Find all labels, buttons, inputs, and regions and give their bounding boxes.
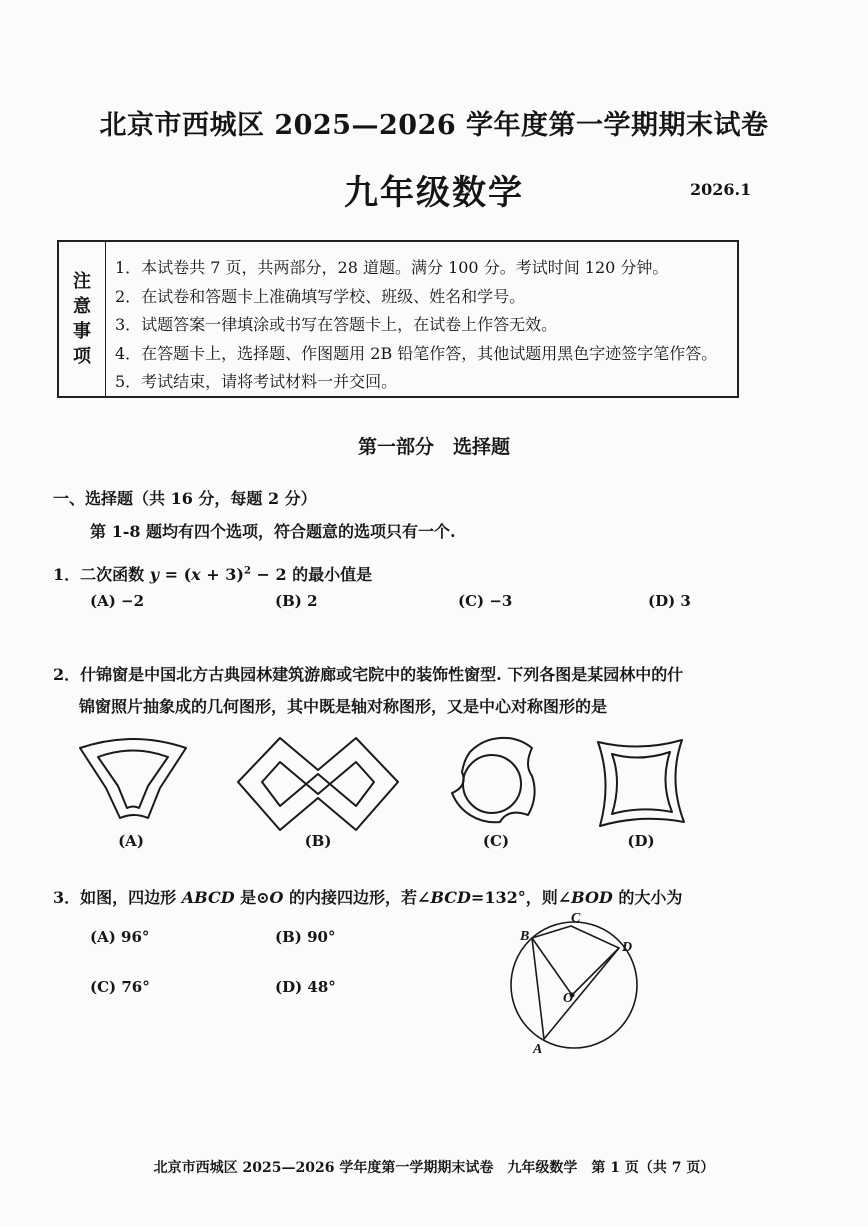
q3-text: 的内接四边形，若∠ bbox=[283, 888, 431, 907]
q1-var-x: x bbox=[191, 565, 201, 584]
q3-var: BOD bbox=[571, 888, 613, 907]
q1-var-y: y bbox=[149, 565, 160, 584]
q3-var: ABCD bbox=[181, 888, 235, 907]
exam-subject: 九年级数学 bbox=[344, 173, 524, 213]
angle-bod bbox=[532, 938, 619, 995]
question-number: 1． bbox=[53, 565, 81, 584]
notice-heading-char: 项 bbox=[73, 346, 91, 367]
q3-text: =132°，则∠ bbox=[470, 888, 572, 907]
q2-option-c[interactable]: (C) bbox=[482, 832, 510, 850]
notice-item: 1．本试卷共 7 页，共两部分，28 道题。满分 100 分。考试时间 120 分钟。 bbox=[115, 258, 669, 277]
notice-item: 5．考试结束，请将考试材料一并交回。 bbox=[115, 372, 398, 391]
quadrilateral-abcd bbox=[532, 926, 619, 1039]
exam-date: 2026.1 bbox=[690, 180, 752, 199]
q3-text: 3．如图，四边形 bbox=[53, 888, 182, 907]
q3-var: O bbox=[269, 888, 284, 907]
section-note: 第 1-8 题均有四个选项，符合题意的选项只有一个. bbox=[90, 522, 456, 541]
notice-heading-char: 事 bbox=[73, 321, 91, 342]
window-figure-c bbox=[452, 738, 535, 822]
notice-heading-char: 意 bbox=[73, 296, 91, 317]
point-label-a: A bbox=[533, 1042, 543, 1057]
window-figure-a bbox=[80, 739, 186, 818]
page-footer: 北京市西城区 2025—2026 学年度第一学期期末试卷 九年级数学 第 1 页（共 7 页） bbox=[153, 1160, 715, 1176]
q1-option-d[interactable]: (D) 3 bbox=[648, 592, 691, 610]
notice-list bbox=[115, 254, 731, 397]
q1-text: + 3) bbox=[200, 565, 244, 584]
q3-circle-figure bbox=[500, 910, 660, 1060]
q3-option-b[interactable]: (B) 90° bbox=[275, 928, 336, 946]
exam-title: 北京市西城区 2025—2026 学年度第一学期期末试卷 bbox=[99, 110, 769, 141]
q2-option-b[interactable]: (B) bbox=[304, 832, 332, 850]
notice-item: 4．在答题卡上，选择题、作图题用 2B 铅笔作答，其他试题用黑色字迹签字笔作答。 bbox=[115, 343, 718, 363]
point-label-c: C bbox=[571, 911, 581, 926]
window-figure-d bbox=[598, 740, 684, 826]
q3-option-d[interactable]: (D) 48° bbox=[275, 978, 336, 996]
section-heading: 一、选择题（共 16 分，每题 2 分） bbox=[53, 489, 317, 508]
notice-heading bbox=[59, 242, 106, 396]
q1-text: 二次函数 bbox=[80, 565, 150, 584]
point-label-o: O bbox=[563, 991, 574, 1006]
q3-var: BCD bbox=[430, 888, 471, 907]
point-label-d: D bbox=[622, 940, 633, 955]
q2-option-d[interactable]: (D) bbox=[627, 832, 655, 850]
q3-option-a[interactable]: (A) 96° bbox=[90, 928, 150, 946]
notice-item: 3．试题答案一律填涂或书写在答题卡上，在试卷上作答无效。 bbox=[115, 315, 558, 334]
notice-item: 2．在试卷和答题卡上准确填写学校、班级、姓名和学号。 bbox=[115, 286, 526, 306]
q1-exponent: 2 bbox=[243, 565, 251, 577]
q1-option-b[interactable]: (B) 2 bbox=[275, 592, 318, 610]
part-title: 第一部分 选择题 bbox=[357, 436, 510, 458]
q1-text: − 2 的最小值是 bbox=[250, 565, 373, 584]
question-2-line-2: 锦窗照片抽象成的几何图形，其中既是轴对称图形，又是中心对称图形的是 bbox=[79, 697, 608, 716]
question-1-stem bbox=[53, 562, 372, 585]
q1-text: = ( bbox=[159, 565, 192, 584]
q1-option-a[interactable]: (A) −2 bbox=[90, 592, 145, 610]
question-3-stem bbox=[53, 885, 682, 908]
q3-option-c[interactable]: (C) 76° bbox=[90, 978, 150, 996]
q2-option-a[interactable]: (A) bbox=[118, 832, 144, 850]
point-label-b: B bbox=[520, 929, 530, 944]
q3-text: 是⊙ bbox=[234, 888, 270, 907]
notice-box bbox=[57, 240, 739, 398]
notice-heading-char: 注 bbox=[73, 271, 91, 292]
window-figure-b bbox=[238, 738, 398, 830]
circle-o bbox=[511, 922, 637, 1048]
q3-text: 的大小为 bbox=[612, 888, 683, 907]
q1-option-c[interactable]: (C) −3 bbox=[458, 592, 513, 610]
question-2-line-1: 2．什锦窗是中国北方古典园林建筑游廊或宅院中的装饰性窗型. 下列各图是某园林中的什 bbox=[53, 665, 684, 684]
